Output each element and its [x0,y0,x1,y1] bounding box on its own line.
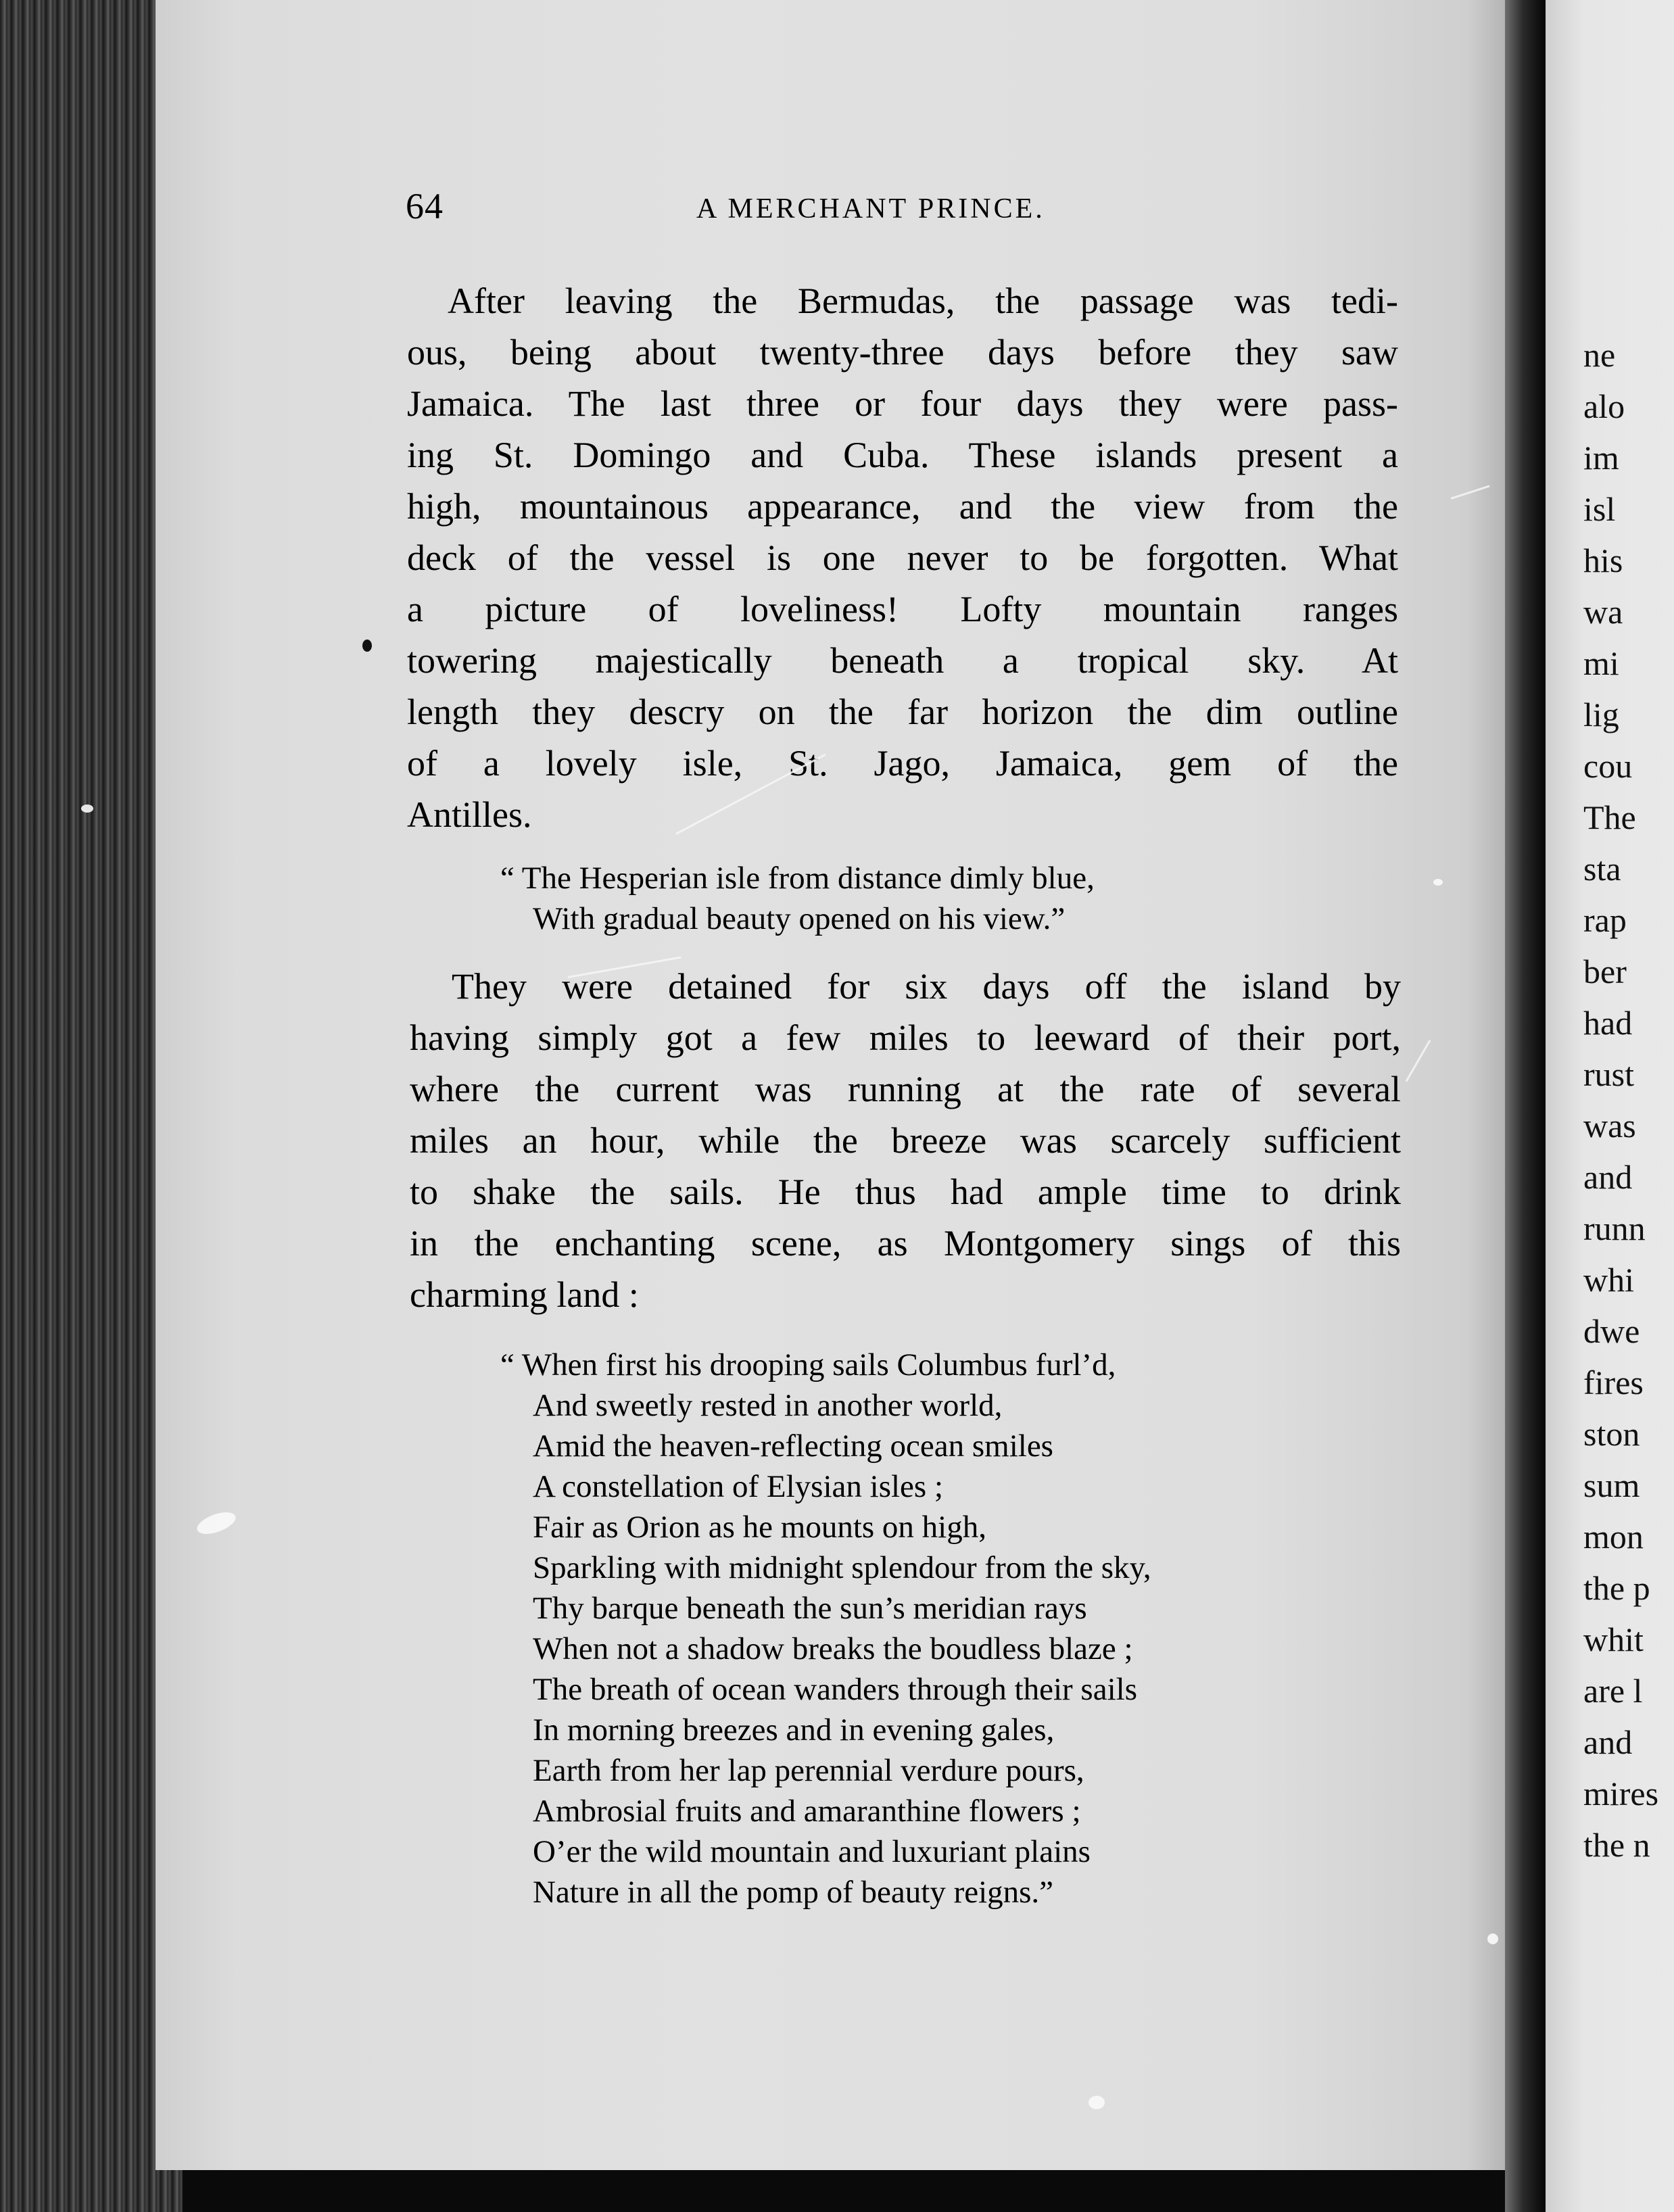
facing-page-text-fragment: fires [1583,1364,1644,1401]
text-line: towering majestically beneath a tropical sky. At [407,640,1398,681]
text-line: in the enchanting scene, as Montgomery sings of this [410,1223,1401,1264]
facing-page-text-fragment: the p [1583,1569,1650,1607]
verse-line: Thy barque beneath the sun’s meridian rays [533,1591,1087,1626]
facing-page-text-fragment: his [1583,542,1623,579]
facing-page-text-fragment: The [1583,798,1636,836]
verse-line: Sparkling with midnight splendour from the sky, [533,1550,1151,1585]
facing-page-fragment [1546,0,1674,2212]
facing-page-text-fragment: had [1583,1004,1633,1042]
running-title: A MERCHANT PRINCE. [696,193,1045,224]
ink-speck [362,640,372,652]
facing-page-text-fragment: mi [1583,644,1619,682]
facing-page-text-fragment: sta [1583,850,1621,888]
facing-page-text-fragment: im [1583,439,1619,477]
text-line: high, mountainous appearance, and the view from the [407,486,1398,527]
verse-line: When not a shadow breaks the boudless blaze ; [533,1631,1133,1666]
text-line: Jamaica. The last three or four days they were pass- [407,383,1398,424]
facing-page-text-fragment: was [1583,1107,1636,1145]
verse-line: In morning breezes and in evening gales, [533,1712,1055,1748]
verse-line: “ The Hesperian isle from distance dimly blue, [500,861,1095,896]
facing-page-text-fragment: whi [1583,1261,1634,1299]
text-line: ous, being about twenty-three days before they saw [407,332,1398,372]
facing-page-text-fragment: are l [1583,1672,1643,1710]
text-line: deck of the vessel is one never to be forgotten. What [407,537,1398,578]
text-line: a picture of loveliness! Lofty mountain ranges [407,589,1398,629]
verse-line: Nature in all the pomp of beauty reigns.” [533,1875,1054,1910]
verse-line: And sweetly rested in another world, [533,1388,1003,1423]
scan-speck [81,804,93,813]
facing-page-text-fragment: and [1583,1723,1633,1761]
facing-page-text-fragment: rust [1583,1055,1634,1093]
facing-page-text-fragment: whit [1583,1620,1644,1658]
text-line: length they descry on the far horizon the dim outline [407,692,1398,732]
facing-page-text-fragment: mon [1583,1518,1644,1556]
facing-page-text-fragment: dwe [1583,1312,1640,1350]
facing-page-text-fragment: sum [1583,1466,1640,1504]
verse-line: Amid the heaven-reflecting ocean smiles [533,1428,1053,1464]
facing-page-text-fragment: alo [1583,387,1625,425]
verse-line: A constellation of Elysian isles ; [533,1469,944,1504]
text-line: having simply got a few miles to leeward of their port, [410,1017,1401,1058]
verse-line: Fair as Orion as he mounts on high, [533,1510,986,1545]
text-line: After leaving the Bermudas, the passage was tedi- [448,281,1398,321]
facing-page-text-fragment: cou [1583,747,1633,785]
text-line: to shake the sails. He thus had ample time to drink [410,1172,1401,1212]
text-line: miles an hour, while the breeze was scarcely sufficient [410,1120,1401,1161]
scan-speck [1487,1933,1498,1944]
text-line: where the current was running at the rate of several [410,1069,1401,1109]
scan-speck [1089,2096,1105,2109]
facing-page-text-fragment: wa [1583,593,1623,631]
verse-line: O’er the wild mountain and luxuriant plains [533,1834,1091,1869]
text-line: They were detained for six days off the island by [452,966,1401,1007]
book-gutter-shadow [1505,0,1546,2212]
facing-page-text-fragment: ston [1583,1415,1640,1453]
facing-page-text-fragment: lig [1583,696,1619,734]
facing-page-text-fragment: rap [1583,901,1627,939]
text-line: ing St. Domingo and Cuba. These islands present a [407,435,1398,475]
verse-line: With gradual beauty opened on his view.” [533,901,1066,936]
text-line: charming land : [410,1274,639,1315]
facing-page-text-fragment: ne [1583,336,1616,374]
verse-line: Earth from her lap perennial verdure pours, [533,1753,1084,1788]
page-number: 64 [406,186,444,226]
text-line: of a lovely isle, St. Jago, Jamaica, gem of the [407,743,1398,784]
text-line: Antilles. [407,794,532,835]
facing-page-text-fragment: the n [1583,1826,1650,1864]
verse-line: Ambrosial fruits and amaranthine flowers ; [533,1794,1081,1829]
scan-speck [1433,879,1443,886]
facing-page-text-fragment: mires [1583,1775,1659,1812]
verse-line: “ When first his drooping sails Columbus furl’d, [500,1347,1116,1382]
facing-page-text-fragment: isl [1583,490,1616,528]
verse-line: The breath of ocean wanders through their sails [533,1672,1137,1707]
facing-page-text-fragment: ber [1583,953,1627,990]
facing-page-text-fragment: runn [1583,1209,1646,1247]
facing-page-text-fragment: and [1583,1158,1633,1196]
